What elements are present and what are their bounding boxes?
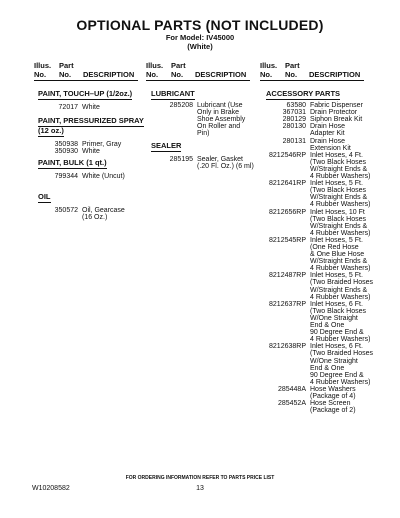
part-number: 8212637RP [269,300,306,308]
part-number: 8212656RP [269,208,306,216]
illus-no-label: No. [146,70,159,79]
part-number: 8212546RP [269,151,306,159]
description-label: DESCRIPTION [83,70,135,79]
part-number: 280129 [282,116,306,124]
part-description: Inlet Hoses, 5 Ft. (Two Braided Hoses W/Straight Ends & 4 Rubber Washers) [310,272,374,301]
part-number: 8212641RP [269,180,306,188]
part-number: 8212638RP [269,343,306,351]
part-description: Fabric Dispenser [310,102,363,109]
section-sealer: SEALER [151,141,182,150]
page-title: OPTIONAL PARTS (NOT INCLUDED) [76,17,324,33]
col3-rule [260,80,364,81]
section-bulk: PAINT, BULK (1 qt.) [38,158,107,167]
part-no-label: No. [171,70,184,79]
section-lubricant: LUBRICANT [151,89,195,98]
part-description: Inlet Hoses, 6 Ft. (Two Black Hoses W/One Straight End & One 90 Degree End & 4 Rubber Washers) [310,300,371,344]
part-description: Hose Screen (Package of 2) [310,400,356,415]
part-description: Inlet Hoses, 4 Ft. (Two Black Hoses W/Straight Ends & 4 Rubber Washers) [310,151,371,180]
section-spray-oz: (12 oz.) [38,126,64,135]
part-number: 285452A [277,400,306,408]
color-line: (White) [187,42,213,51]
page-number: 13 [196,485,204,492]
part-description: Inlet Hoses, 5 Ft. (One Red Hose & One Blue Hose W/Straight Ends & 4 Rubber Washers) [310,236,371,273]
document-number: W10208582 [32,485,70,492]
col2-rule [146,80,250,81]
part-number: 280130 [282,123,306,131]
section-accessory: ACCESSORY PARTS [266,89,341,98]
part-number: 63580 [286,102,306,109]
ordering-note: FOR ORDERING INFORMATION REFER TO PARTS PRICE LIST [125,475,275,481]
description-label: DESCRIPTION [309,70,361,79]
model-line: For Model: IV45000 [165,33,235,42]
col1-rule [34,80,138,81]
illus-no-label: No. [34,70,47,79]
section-spray: PAINT, PRESSURIZED SPRAY [38,116,144,125]
part-label: Part [59,61,74,70]
part-no-label: No. [285,70,298,79]
illus-label: Illus. [146,61,164,70]
part-number: 285448A [277,386,306,393]
part-number: 8212545RP [269,236,306,244]
part-number: 280131 [282,137,306,145]
section-touchup: PAINT, TOUCH–UP (1/2oz.) [38,89,133,98]
part-label: Part [171,61,186,70]
part-no-label: No. [59,70,72,79]
illus-label: Illus. [34,61,52,70]
illus-label: Illus. [260,61,278,70]
section-oil: OIL [38,192,51,201]
part-description: Drain Hose Extension Kit [310,137,351,152]
illus-no-label: No. [260,70,273,79]
part-number: 8212487RP [269,272,306,280]
description-label: DESCRIPTION [195,70,247,79]
part-description: Siphon Break Kit [310,116,363,124]
part-description: Inlet Hoses, 6 Ft. (Two Braided Hoses W/One Straight End & One 90 Degree End & 4 Rubber Washers) [310,343,374,386]
part-description: Drain Protector [310,109,358,117]
part-description: Inlet Hoses, 5 Ft. (Two Black Hoses W/Straight Ends & 4 Rubber Washers) [310,180,371,209]
part-description: Drain Hose Adapter Kit [310,123,346,138]
part-label: Part [285,61,300,70]
part-description: Hose Washers (Package of 4) [310,386,356,401]
part-description: Inlet Hoses, 10 Ft (Two Black Hoses W/Straight Ends & 4 Rubber Washers) [310,208,371,237]
part-number: 367031 [282,109,306,117]
